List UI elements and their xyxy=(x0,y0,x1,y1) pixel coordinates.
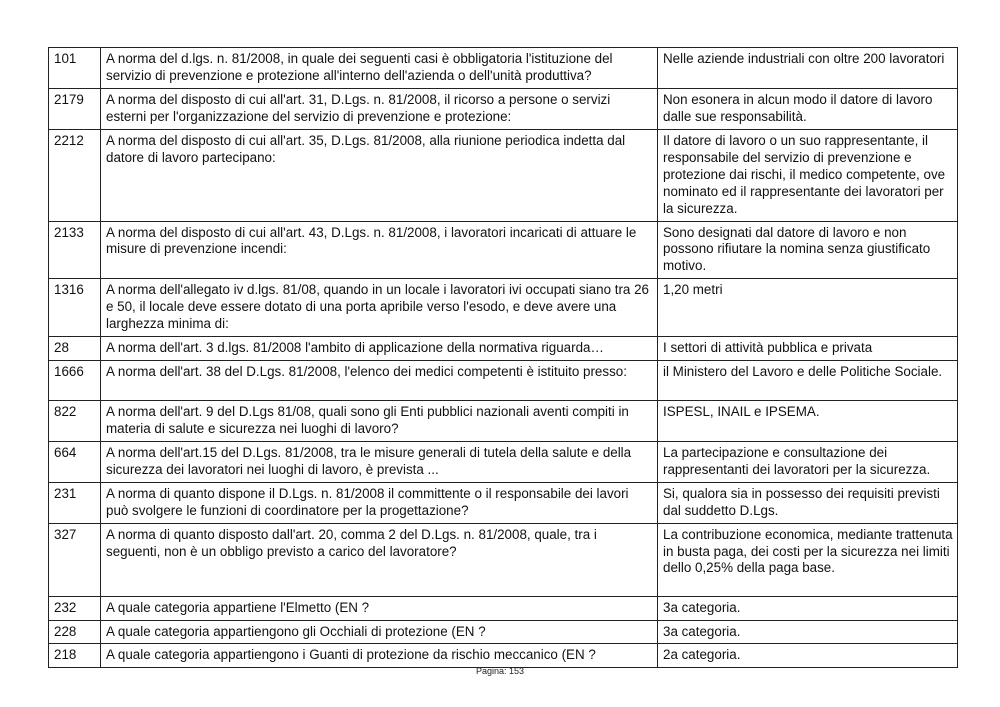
question-text: A norma dell'allegato iv d.lgs. 81/08, quando in un locale i lavoratori ivi occupati siano tra 26 e 50, il locale deve essere dotato di una porta apribile verso l'esodo, e deve avere una larghezza minima di: xyxy=(101,279,658,337)
table-row xyxy=(49,337,958,361)
table-row xyxy=(49,620,958,644)
question-text: A quale categoria appartiengono gli Occhiali di protezione (EN ? xyxy=(101,620,658,644)
answer-text: 2a categoria. xyxy=(658,644,958,668)
table-row xyxy=(49,89,958,130)
answer-text: ISPESL, INAIL e IPSEMA. xyxy=(658,401,958,442)
question-id: 2133 xyxy=(49,221,101,279)
question-id: 232 xyxy=(49,596,101,620)
question-text: A norma del disposto di cui all'art. 43, D.Lgs. n. 81/2008, i lavoratori incaricati di attuare le misure di prevenzione incendi: xyxy=(101,221,658,279)
question-text: A norma dell'art.15 del D.Lgs. 81/2008, tra le misure generali di tutela della salute e della sicurezza dei lavoratori nei luoghi di lavoro, è prevista ... xyxy=(101,441,658,482)
question-id: 101 xyxy=(49,48,101,89)
table-row xyxy=(49,130,958,222)
answer-text: Non esonera in alcun modo il datore di lavoro dalle sue responsabilità. xyxy=(658,89,958,130)
answer-text: il Ministero del Lavoro e delle Politiche Sociale. xyxy=(658,361,958,401)
table-row xyxy=(49,401,958,442)
question-id: 231 xyxy=(49,482,101,523)
table-row xyxy=(49,441,958,482)
table-row xyxy=(49,361,958,401)
table-row xyxy=(49,482,958,523)
question-id: 28 xyxy=(49,337,101,361)
question-id: 2212 xyxy=(49,130,101,222)
answer-text: Nelle aziende industriali con oltre 200 lavoratori xyxy=(658,48,958,89)
answer-text: La partecipazione e consultazione dei rappresentanti dei lavoratori per la sicurezza. xyxy=(658,441,958,482)
question-text: A norma dell'art. 3 d.lgs. 81/2008 l'ambito di applicazione della normativa riguarda… xyxy=(101,337,658,361)
answer-text: 3a categoria. xyxy=(658,596,958,620)
question-text: A norma dell'art. 38 del D.Lgs. 81/2008, l'elenco dei medici competenti è istituito presso: xyxy=(101,361,658,401)
answer-text: Il datore di lavoro o un suo rappresentante, il responsabile del servizio di prevenzione e protezione dai rischi, il medico competente, ove nominato ed il rappresentante dei lavoratori per la sicurezza. xyxy=(658,130,958,222)
question-id: 1666 xyxy=(49,361,101,401)
answer-text: Sono designati dal datore di lavoro e non possono rifiutare la nomina senza giustificato motivo. xyxy=(658,221,958,279)
answer-text: Si, qualora sia in possesso dei requisiti previsti dal suddetto D.Lgs. xyxy=(658,482,958,523)
question-id: 664 xyxy=(49,441,101,482)
answer-text: 1,20 metri xyxy=(658,279,958,337)
answer-text: 3a categoria. xyxy=(658,620,958,644)
question-text: A norma del d.lgs. n. 81/2008, in quale dei seguenti casi è obbligatoria l'istituzione del servizio di prevenzione e protezione all'interno dell'azienda o dell'unità produttiva? xyxy=(101,48,658,89)
table-row xyxy=(49,644,958,668)
question-table xyxy=(48,47,958,668)
page-number: Pagina: 153 xyxy=(475,666,525,676)
question-text: A norma di quanto dispone il D.Lgs. n. 81/2008 il committente o il responsabile dei lavori può svolgere le funzioni di coordinatore per la progettazione? xyxy=(101,482,658,523)
answer-text: I settori di attività pubblica e privata xyxy=(658,337,958,361)
question-id: 218 xyxy=(49,644,101,668)
question-id: 327 xyxy=(49,523,101,596)
table-row xyxy=(49,279,958,337)
question-text: A norma di quanto disposto dall'art. 20, comma 2 del D.Lgs. n. 81/2008, quale, tra i seguenti, non è un obbligo previsto a carico del lavoratore? xyxy=(101,523,658,596)
answer-text: La contribuzione economica, mediante trattenuta in busta paga, dei costi per la sicurezza nei limiti dello 0,25% della paga base. xyxy=(658,523,958,596)
question-id: 822 xyxy=(49,401,101,442)
question-text: A norma dell'art. 9 del D.Lgs 81/08, quali sono gli Enti pubblici nazionali aventi compiti in materia di salute e sicurezza nei luoghi di lavoro? xyxy=(101,401,658,442)
question-id: 228 xyxy=(49,620,101,644)
table-row xyxy=(49,221,958,279)
question-text: A norma del disposto di cui all'art. 31, D.Lgs. n. 81/2008, il ricorso a persone o servizi esterni per l'organizzazione del servizio di prevenzione e protezione: xyxy=(101,89,658,130)
question-text: A quale categoria appartiene l'Elmetto (EN ? xyxy=(101,596,658,620)
question-id: 1316 xyxy=(49,279,101,337)
question-text: A quale categoria appartiengono i Guanti di protezione da rischio meccanico (EN ? xyxy=(101,644,658,668)
document-page xyxy=(48,47,957,668)
table-row xyxy=(49,596,958,620)
question-text: A norma del disposto di cui all'art. 35, D.Lgs. 81/2008, alla riunione periodica indetta dal datore di lavoro partecipano: xyxy=(101,130,658,222)
table-row xyxy=(49,48,958,89)
question-id: 2179 xyxy=(49,89,101,130)
table-row xyxy=(49,523,958,596)
